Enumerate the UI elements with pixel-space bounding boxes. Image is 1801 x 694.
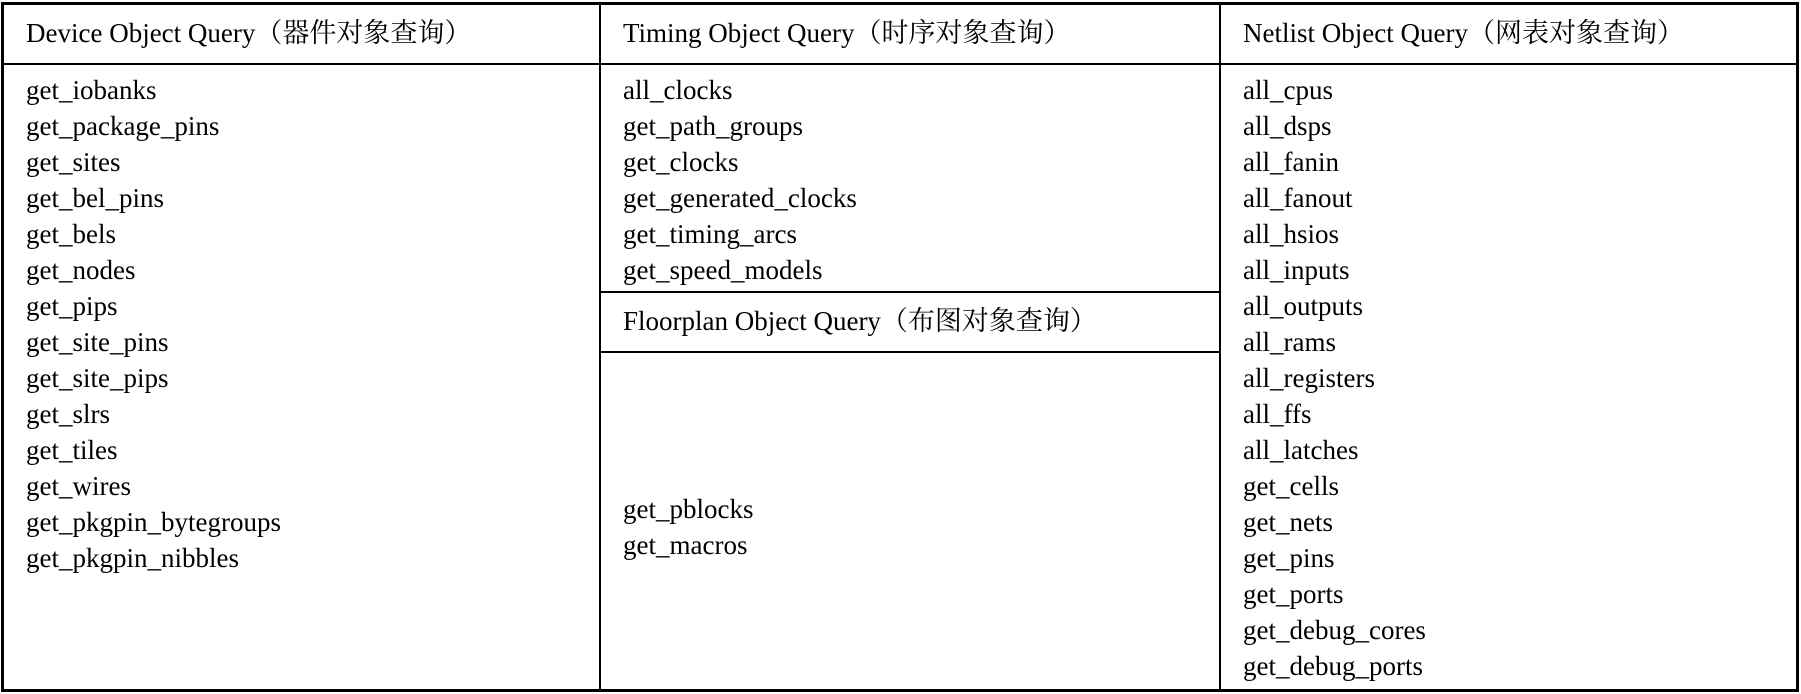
device-query-header: Device Object Query（器件对象查询） [4,5,599,65]
command-item: get_bel_pins [26,183,164,213]
query-commands-table [1,2,1799,692]
command-item: get_clocks [623,147,739,177]
command-item: get_iobanks [26,75,157,105]
device-query-list [4,72,599,576]
command-item: get_slrs [26,399,110,429]
command-item: get_nodes [26,255,136,285]
command-item: get_cells [1243,471,1339,501]
command-item: all_fanout [1243,183,1353,213]
command-item: get_pips [26,291,118,321]
netlist-query-column [1221,5,1796,689]
command-item: all_ffs [1243,399,1312,429]
command-item: get_pblocks [623,494,754,524]
floorplan-query-header: Floorplan Object Query（布图对象查询） [601,291,1219,353]
command-item: all_fanin [1243,147,1339,177]
command-item: get_debug_cores [1243,615,1426,645]
command-item: get_timing_arcs [623,219,797,249]
command-item: get_wires [26,471,131,501]
command-item: get_package_pins [26,111,220,141]
command-item: all_latches [1243,435,1359,465]
command-item: all_dsps [1243,111,1332,141]
command-item: all_outputs [1243,291,1363,321]
command-item: get_pkgpin_nibbles [26,543,239,573]
command-item: get_path_groups [623,111,803,141]
command-item: get_macros [623,530,748,560]
timing-query-list [601,72,1219,288]
command-item: get_debug_ports [1243,651,1423,681]
command-item: get_tiles [26,435,118,465]
command-item: all_rams [1243,327,1336,357]
command-item: get_sites [26,147,121,177]
netlist-query-list [1221,72,1796,684]
command-item: get_ports [1243,579,1344,609]
floorplan-query-list [601,491,1219,563]
command-item: get_pins [1243,543,1335,573]
device-query-column [4,5,601,689]
timing-query-header: Timing Object Query（时序对象查询） [601,5,1219,65]
command-item: get_site_pips [26,363,169,393]
command-item: get_pkgpin_bytegroups [26,507,281,537]
command-item: all_inputs [1243,255,1350,285]
command-item: get_bels [26,219,116,249]
command-item: all_cpus [1243,75,1333,105]
command-item: get_site_pins [26,327,169,357]
command-item: all_hsios [1243,219,1340,249]
command-item: all_registers [1243,363,1375,393]
timing-floorplan-column [601,5,1221,689]
netlist-query-header: Netlist Object Query（网表对象查询） [1221,5,1796,65]
command-item: get_nets [1243,507,1333,537]
command-item: get_generated_clocks [623,183,857,213]
command-item: get_speed_models [623,255,823,285]
command-item: all_clocks [623,75,733,105]
